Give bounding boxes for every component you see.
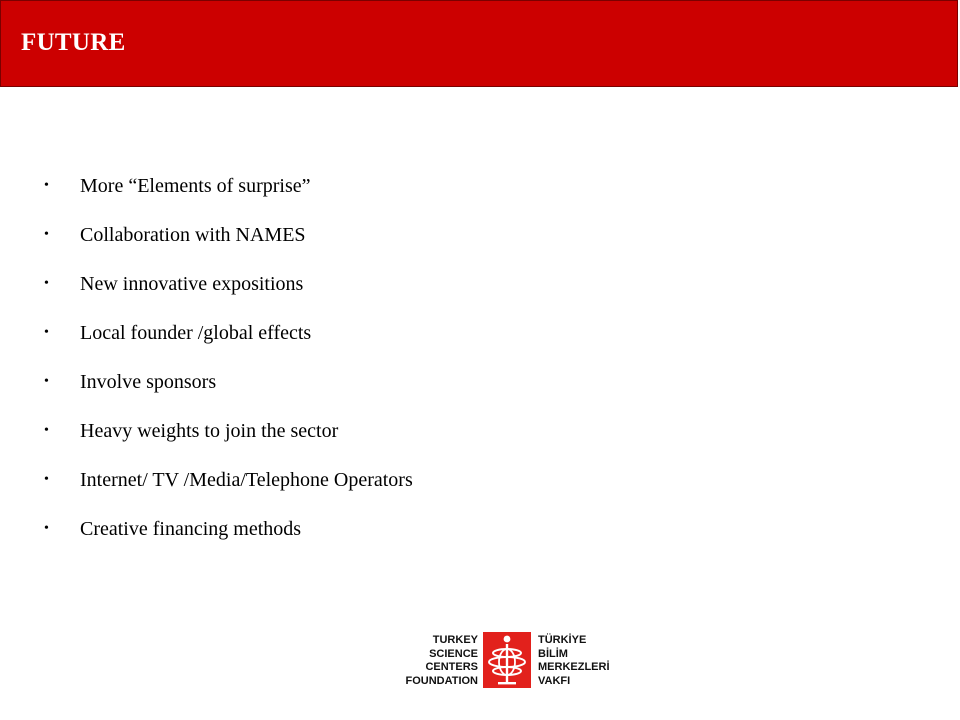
list-item	[44, 264, 413, 313]
bullet-text: More “Elements of surprise”	[80, 175, 311, 197]
bullet-text: Creative financing methods	[80, 518, 302, 540]
logo-text-english	[405, 634, 478, 688]
bullet-text: Local founder /global effects	[80, 322, 312, 344]
logo-line: FOUNDATION	[405, 674, 478, 687]
bullet-icon: •	[44, 521, 49, 536]
bullet-icon: •	[44, 423, 49, 438]
foundation-logo	[392, 632, 624, 690]
list-item	[44, 411, 413, 460]
bullet-icon: •	[44, 276, 49, 291]
slide-title: FUTURE	[21, 29, 126, 56]
list-item	[44, 460, 413, 509]
logo-line: TURKEY	[432, 634, 478, 646]
bullet-icon: •	[44, 472, 49, 487]
logo-line: SCIENCE	[429, 647, 478, 660]
bullet-text: New innovative expositions	[80, 273, 304, 295]
logo-text-turkish	[538, 634, 610, 688]
science-foundation-emblem-icon	[483, 632, 531, 688]
list-item	[44, 509, 413, 558]
title-bar	[0, 0, 958, 87]
logo-line: CENTERS	[425, 661, 478, 673]
bullet-text: Involve sponsors	[80, 371, 217, 393]
bullet-text: Heavy weights to join the sector	[80, 420, 339, 442]
bullet-text: Internet/ TV /Media/Telephone Operators	[80, 469, 413, 491]
bullet-list	[44, 166, 413, 558]
list-item	[44, 362, 413, 411]
bullet-icon: •	[44, 178, 49, 193]
bullet-icon: •	[44, 227, 49, 242]
logo-line: TÜRKİYE	[538, 634, 587, 646]
logo-line: VAKFI	[538, 674, 571, 687]
bullet-text: Collaboration with NAMES	[80, 224, 306, 246]
bullet-icon: •	[44, 374, 49, 389]
logo-line: BİLİM	[538, 647, 568, 660]
logo-line: MERKEZLERİ	[538, 661, 610, 673]
list-item	[44, 313, 413, 362]
bullet-icon: •	[44, 325, 49, 340]
list-item	[44, 166, 413, 215]
list-item	[44, 215, 413, 264]
